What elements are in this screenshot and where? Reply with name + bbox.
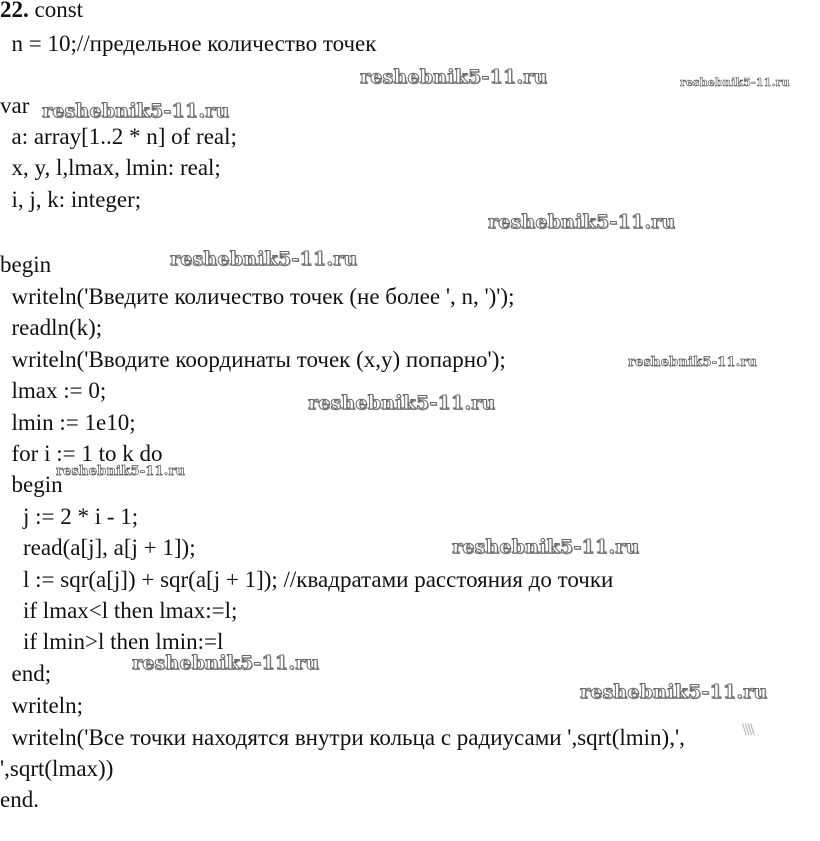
watermark: reshebnik5-11.ru <box>628 355 758 370</box>
code-line-24: ',sqrt(lmax)) <box>0 756 114 781</box>
watermark: reshebnik5-11.ru <box>132 652 320 674</box>
code-line-6: i, j, k: integer; <box>0 187 142 212</box>
code-line-20: if lmin>l then lmin:=l <box>0 629 224 654</box>
code-line-23: writeln('Все точки находятся внутри кольца с радиусами ',sqrt(lmin),', <box>0 725 685 750</box>
code-line-8: begin <box>0 252 52 277</box>
code-line-14: for i := 1 to k do <box>0 441 163 466</box>
code-line-9: writeln('Введите количество точек (не более ', n, ')'); <box>0 284 515 309</box>
code-line-17: read(a[j], a[j + 1]); <box>0 535 196 560</box>
code-line-3: var <box>0 93 30 118</box>
code-line-13: lmin := 1e10; <box>0 410 136 435</box>
watermark: reshebnik5-11.ru <box>452 536 640 558</box>
code-line-15: begin <box>0 472 63 497</box>
code-line-25: end. <box>0 787 39 812</box>
problem-number: 22. <box>0 0 29 22</box>
watermark: reshebnik5-11.ru <box>580 681 768 703</box>
code-line-16: j := 2 * i - 1; <box>0 504 139 529</box>
code-line-1 <box>0 0 83 24</box>
watermark: reshebnik5-11.ru <box>488 211 676 233</box>
code-line-10: readln(k); <box>0 315 103 340</box>
watermark: reshebnik5-11.ru <box>308 392 496 414</box>
code-line-11: writeln('Вводите координаты точек (x,y) попарно'); <box>0 347 506 372</box>
code-line-2: n = 10;//предельное количество точек <box>0 31 377 56</box>
watermark: reshebnik5-11.ru <box>42 100 230 122</box>
code-line-5: x, y, l,lmax, lmin: real; <box>0 155 221 180</box>
watermark: reshebnik5-11.ru <box>360 66 548 88</box>
code-line-22: writeln; <box>0 693 84 718</box>
code-line-12: lmax := 0; <box>0 378 107 403</box>
code-line-19: if lmax<l then lmax:=l; <box>0 598 238 623</box>
watermark: reshebnik5-11.ru <box>56 464 186 479</box>
watermark: reshebnik5-11.ru <box>170 248 358 270</box>
code-text: const <box>34 0 84 22</box>
code-line-4: a: array[1..2 * n] of real; <box>0 124 237 149</box>
code-line-21: end; <box>0 661 52 686</box>
watermark: reshebnik5-11.ru <box>680 76 790 89</box>
scan-smudge: \\\\ <box>742 722 753 738</box>
code-line-18: l := sqr(a[j]) + sqr(a[j + 1]); //квадратами расстояния до точки <box>0 567 614 592</box>
